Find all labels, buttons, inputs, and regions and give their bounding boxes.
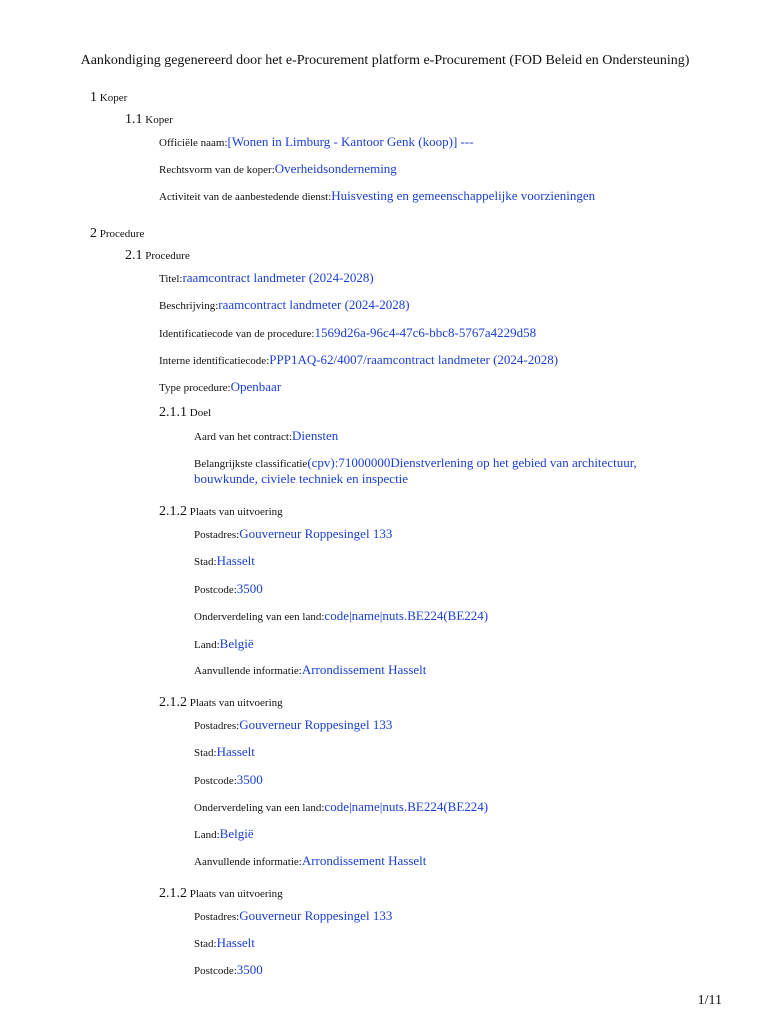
field-official-name — [159, 134, 474, 150]
field-label: Beschrijving: — [159, 300, 219, 312]
field-postal-address — [194, 526, 392, 542]
section-number: 2.1.1 — [159, 405, 187, 420]
field-internal-id — [159, 352, 558, 368]
section-2-1-heading — [125, 248, 190, 264]
section-label: Procedure — [99, 228, 145, 240]
field-postcode — [194, 581, 263, 597]
field-value: code|name|nuts.BE224(BE224) — [324, 608, 489, 623]
field-label: Aanvullende informatie: — [194, 665, 302, 677]
field-label: Interne identificatiecode: — [159, 355, 270, 367]
section-1-heading — [90, 90, 127, 106]
section-number: 1 — [90, 90, 97, 105]
section-2-1-2-heading — [159, 695, 283, 711]
field-postal-address — [194, 717, 392, 733]
field-label: Titel: — [159, 273, 183, 285]
section-2-1-1-heading — [159, 405, 211, 421]
field-city — [194, 935, 255, 951]
field-description — [159, 297, 410, 313]
field-procedure-type — [159, 379, 281, 395]
field-label: Stad: — [194, 556, 217, 568]
field-label: Identificatiecode van de procedure: — [159, 328, 315, 340]
section-1-1-heading — [125, 112, 173, 128]
section-2-1-2-heading — [159, 886, 283, 902]
section-number: 2.1 — [125, 248, 143, 263]
field-label: Activiteit van de aanbestedende dienst: — [159, 191, 332, 203]
field-country-subdivision — [194, 799, 488, 815]
field-label: Aard van het contract: — [194, 431, 293, 443]
field-value: 3500 — [236, 581, 263, 596]
field-city — [194, 553, 255, 569]
section-number: 2.1.2 — [159, 695, 187, 710]
section-label: Doel — [189, 407, 212, 419]
field-label: Postadres: — [194, 720, 240, 732]
field-value: Gouverneur Roppesingel 133 — [239, 717, 393, 732]
field-value: België — [219, 636, 254, 651]
section-label: Koper — [99, 92, 128, 104]
section-label: Plaats van uitvoering — [189, 506, 283, 518]
field-value: PPP1AQ-62/4007/raamcontract landmeter (2024-2028) — [269, 352, 559, 367]
field-activity — [159, 188, 595, 204]
field-value: Gouverneur Roppesingel 133 — [239, 526, 393, 541]
page-number: 1/11 — [697, 993, 722, 1008]
section-number: 2.1.2 — [159, 504, 187, 519]
field-label: Postcode: — [194, 584, 237, 596]
field-value: (cpv):71000000Dienstverlening op het gebied van architectuur, — [307, 455, 637, 470]
field-label: Postadres: — [194, 529, 240, 541]
field-label: Onderverdeling van een land: — [194, 611, 325, 623]
field-label: Belangrijkste classificatie — [194, 458, 308, 470]
field-value: 3500 — [236, 962, 263, 977]
field-label: Stad: — [194, 938, 217, 950]
section-label: Plaats van uitvoering — [189, 697, 283, 709]
section-label: Procedure — [145, 250, 190, 262]
field-additional-info — [194, 853, 426, 869]
field-value: Gouverneur Roppesingel 133 — [239, 908, 393, 923]
field-label: Stad: — [194, 747, 217, 759]
field-value: code|name|nuts.BE224(BE224) — [324, 799, 489, 814]
field-country-subdivision — [194, 608, 488, 624]
field-classification — [194, 455, 637, 471]
section-2-1-2-heading — [159, 504, 283, 520]
field-title — [159, 270, 374, 286]
field-value: Hasselt — [216, 935, 255, 950]
field-label: Postcode: — [194, 965, 237, 977]
section-label: Plaats van uitvoering — [189, 888, 283, 900]
field-value: Arrondissement Hasselt — [301, 662, 427, 677]
field-value: [Wonen in Limburg - Kantoor Genk (koop)] --- — [227, 134, 474, 149]
section-label: Koper — [145, 114, 173, 126]
field-value: raamcontract landmeter (2024-2028) — [218, 297, 410, 312]
field-postal-address — [194, 908, 392, 924]
field-value: Huisvesting en gemeenschappelijke voorzieningen — [331, 188, 596, 203]
field-label: Onderverdeling van een land: — [194, 802, 325, 814]
field-value: Arrondissement Hasselt — [301, 853, 427, 868]
section-number: 2.1.2 — [159, 886, 187, 901]
section-number: 2 — [90, 226, 97, 241]
field-value: Hasselt — [216, 553, 255, 568]
field-label: Land: — [194, 639, 220, 651]
field-value: 3500 — [236, 772, 263, 787]
section-number: 1.1 — [125, 112, 143, 127]
field-postcode — [194, 772, 263, 788]
field-label: Aanvullende informatie: — [194, 856, 302, 868]
field-value: België — [219, 826, 254, 841]
field-value: raamcontract landmeter (2024-2028) — [182, 270, 374, 285]
field-label: Postadres: — [194, 911, 240, 923]
field-label: Rechtsvorm van de koper: — [159, 164, 275, 176]
field-city — [194, 744, 255, 760]
field-country — [194, 826, 254, 842]
document-title: Aankondiging gegenereerd door het e-Procurement platform e-Procurement (FOD Beleid en Ondersteuning) — [80, 53, 690, 68]
field-value: Openbaar — [230, 379, 282, 394]
field-value: Diensten — [292, 428, 339, 443]
field-label: Officiële naam: — [159, 137, 228, 149]
field-classification-continued: bouwkunde, civiele techniek en inspectie — [194, 471, 409, 486]
field-legal-form — [159, 161, 397, 177]
field-country — [194, 636, 254, 652]
field-contract-type — [194, 428, 338, 444]
field-value: Hasselt — [216, 744, 255, 759]
section-2-heading — [90, 226, 144, 242]
field-procedure-id — [159, 325, 536, 341]
field-value: Overheidsonderneming — [274, 161, 397, 176]
field-value: 1569d26a-96c4-47c6-bbc8-5767a4229d58 — [314, 325, 537, 340]
field-label: Type procedure: — [159, 382, 231, 394]
field-additional-info — [194, 662, 426, 678]
field-label: Land: — [194, 829, 220, 841]
field-label: Postcode: — [194, 775, 237, 787]
field-postcode — [194, 962, 263, 978]
